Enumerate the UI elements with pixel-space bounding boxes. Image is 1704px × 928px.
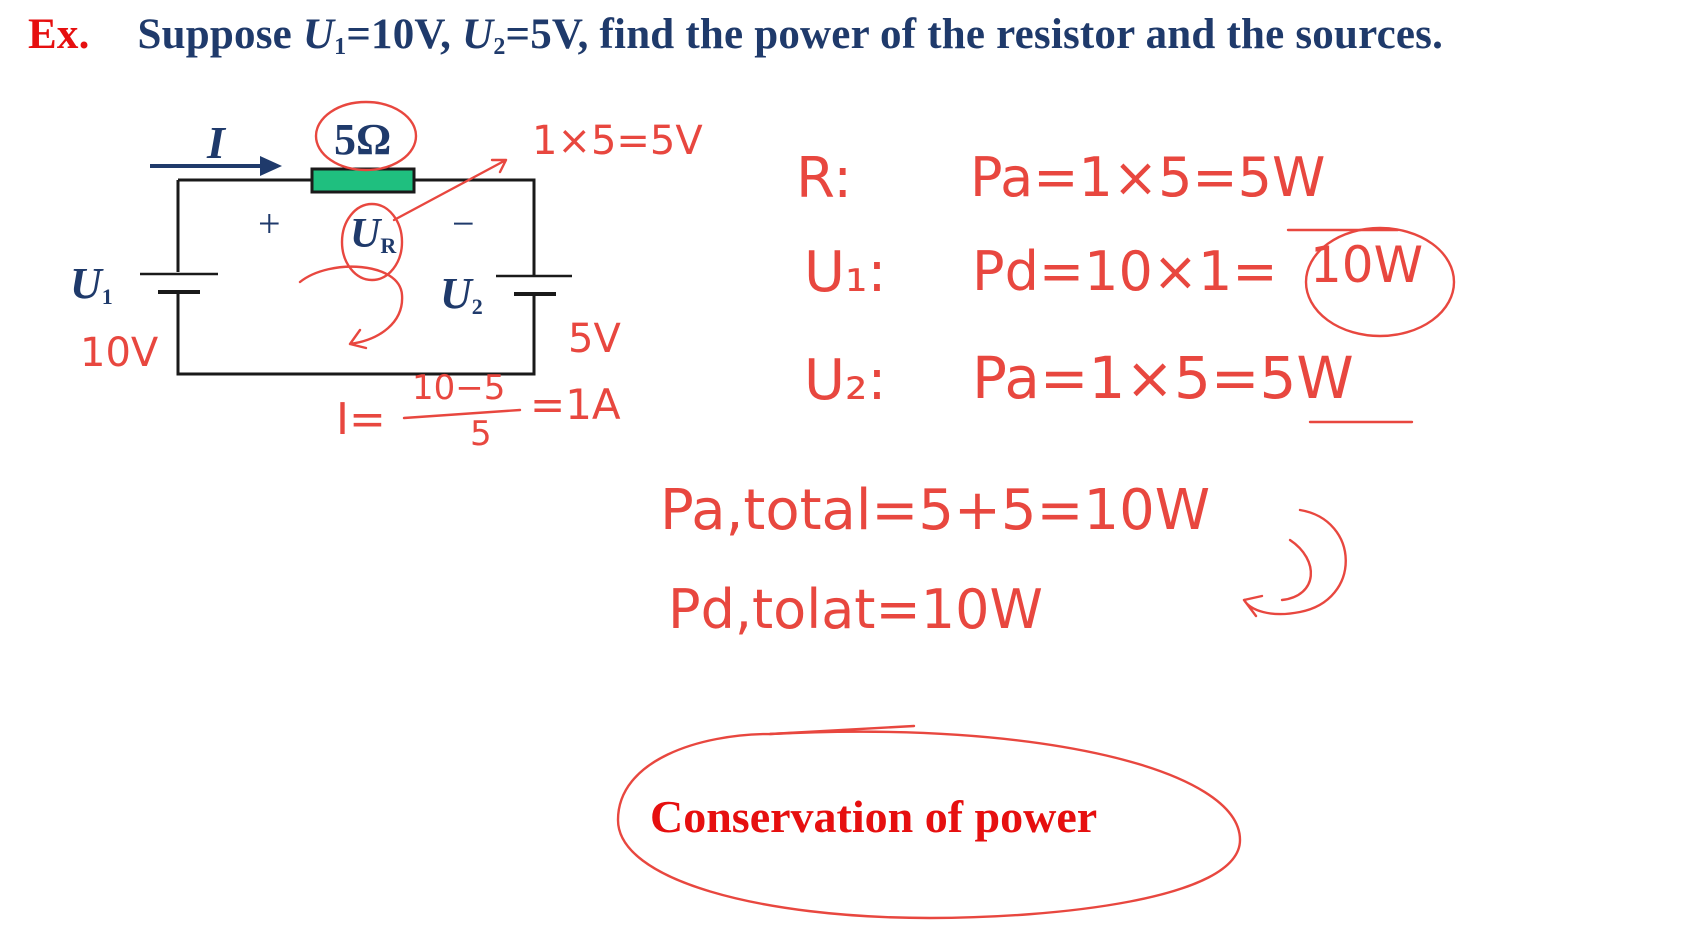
conservation-of-power-text: Conservation of power	[650, 791, 1098, 842]
equality-return-arrow-inner	[1282, 540, 1311, 600]
current-arrow-head	[260, 156, 282, 176]
title-u1-symbol: U	[302, 11, 335, 58]
r-power-value: Pa=1×5=5W	[970, 146, 1326, 209]
title-text-1: Suppose	[137, 11, 303, 58]
ur-direction-arrow	[300, 267, 402, 348]
total-absorbed-power: Pa,total=5+5=10W	[660, 478, 1211, 543]
u2-symbol: U	[440, 269, 472, 318]
title-u2-sub: 2	[493, 34, 506, 60]
equality-return-arrow	[1244, 510, 1346, 616]
u2-label	[440, 268, 483, 320]
title-u2-symbol: U	[462, 11, 494, 58]
u2-value-note: 5V	[568, 316, 621, 362]
ur-label	[350, 210, 396, 259]
resistor-voltage-note: 1×5=5V	[532, 118, 703, 164]
plus-sign: +	[258, 201, 281, 246]
u1-symbol: U	[70, 259, 102, 308]
current-fraction-bar	[404, 410, 520, 418]
u2-power-value: Pa=1×5=5W	[972, 344, 1354, 412]
current-calc-denominator: 5	[470, 414, 492, 454]
current-calc-numerator: 10−5	[412, 368, 506, 408]
u1-label	[70, 258, 113, 310]
current-calc-prefix: I=	[336, 394, 386, 445]
ur-symbol: U	[350, 211, 381, 257]
total-delivered-power: Pd,tolat=10W	[668, 578, 1043, 641]
u1-sub: 1	[101, 284, 113, 309]
r-power-label: R:	[796, 146, 853, 211]
title-u1-sub: 1	[334, 34, 347, 60]
u2-power-label: U₂:	[804, 348, 887, 413]
current-calc-result: =1A	[530, 380, 621, 429]
u1-power-value: Pd=10×1=	[972, 240, 1278, 303]
u2-sub: 2	[471, 294, 483, 319]
resistor	[312, 169, 414, 192]
current-label: I	[207, 117, 225, 168]
u1-power-result: 10W	[1310, 236, 1424, 294]
minus-sign: −	[452, 201, 475, 246]
title-text-3: =5V, find the power of the resistor and the sources.	[505, 11, 1444, 58]
u1-value-note: 10V	[80, 330, 159, 376]
u1-power-label: U₁:	[804, 240, 887, 305]
ur-sub: R	[380, 233, 397, 258]
title-text-2: =10V,	[346, 11, 463, 58]
example-label: Ex.	[28, 11, 90, 58]
resistor-value-label: 5Ω	[334, 115, 392, 164]
